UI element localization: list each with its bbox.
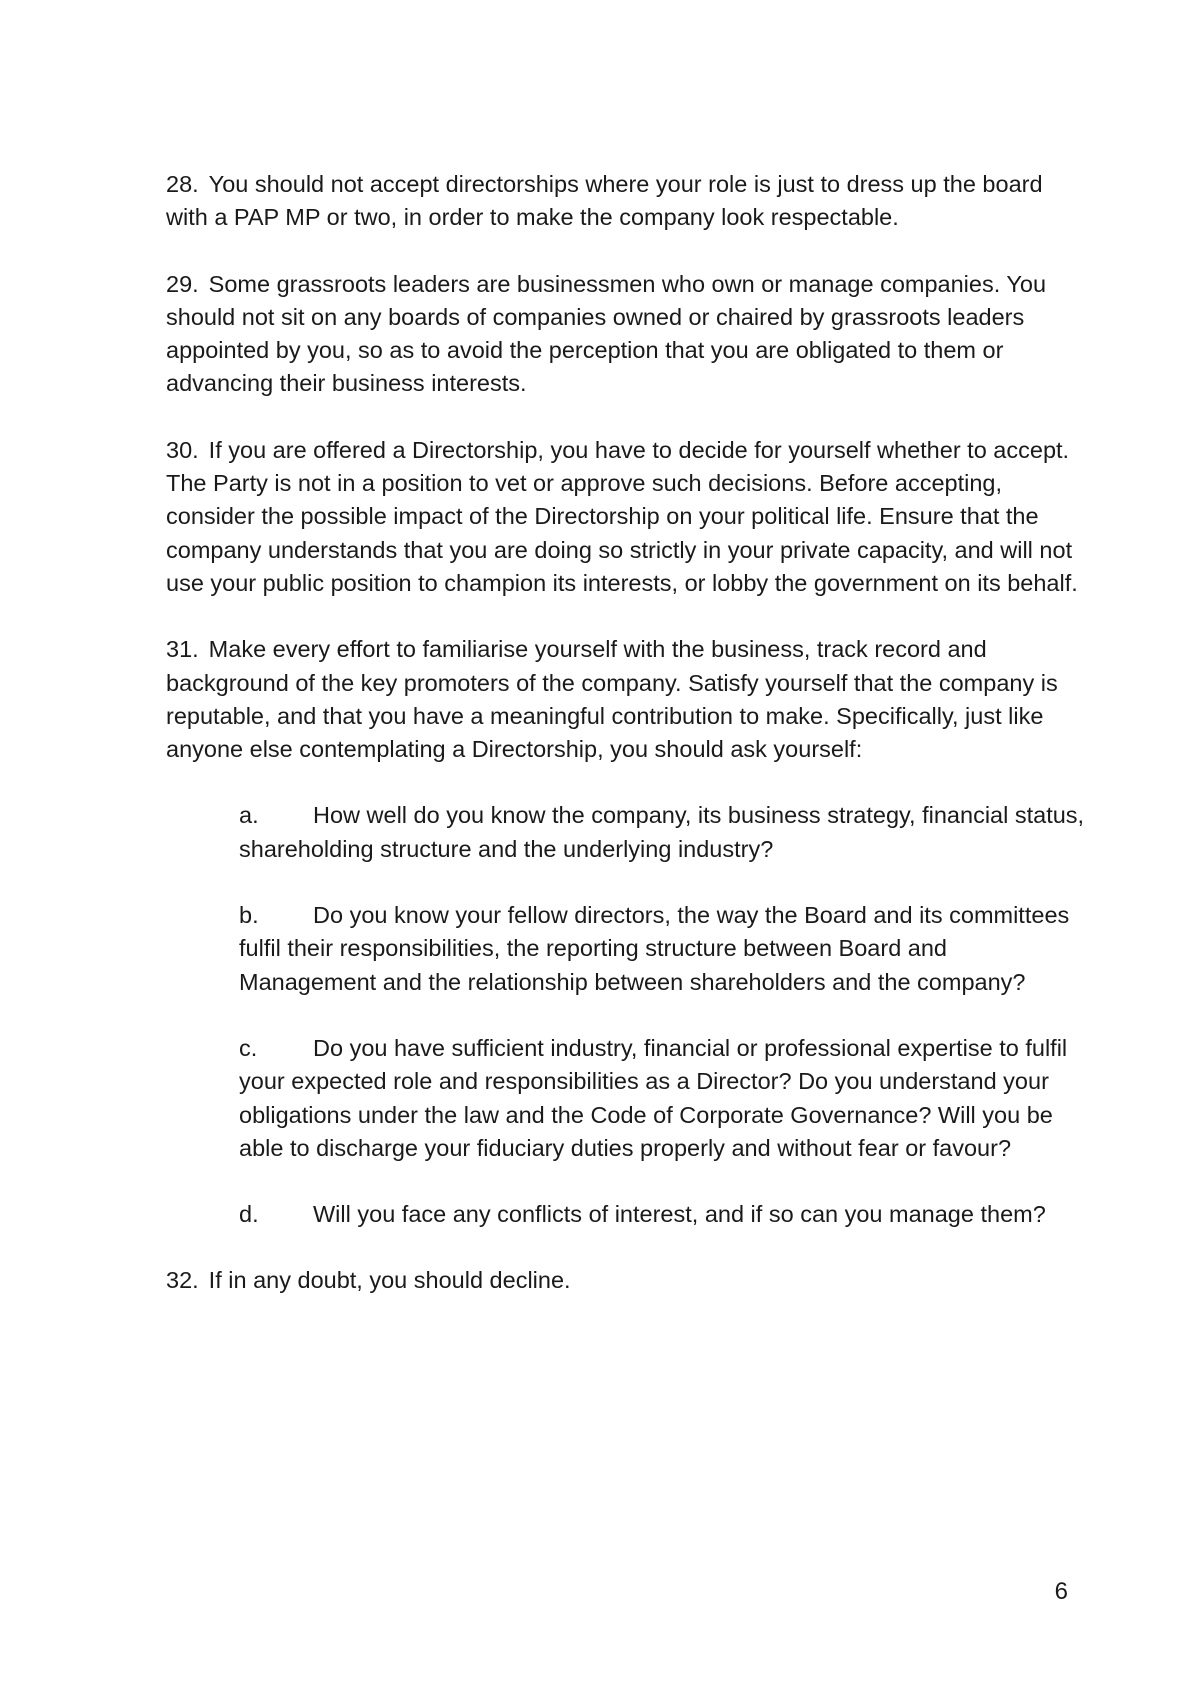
question-text: Do you know your fellow directors, the way the Board and its committees fulfil their responsibilities, the reporting structure between Board and Management and the relationship between shareholders and the company? [239,902,1070,995]
paragraph-text: If in any doubt, you should decline. [208,1267,571,1294]
question-item-d [239,1198,1086,1231]
paragraph-text: Some grassroots leaders are businessmen who own or manage companies. You should not sit on any boards of companies owned or chaired by grassroots leaders appointed by you, so as to avoid the perception that you are obligated to them or advancing their business interests. [166,270,1047,397]
paragraph-30 [166,434,1086,600]
question-item-a [239,799,1086,866]
paragraph-text: You should not accept directorships where your role is just to dress up the board with a PAP MP or two, in order to make the company look respectable. [166,171,1043,231]
question-letter: a. [239,802,259,829]
paragraph-number: 30. [166,436,199,463]
page-number: 6 [1054,1578,1068,1605]
paragraph-number: 29. [166,270,199,297]
question-letter: b. [239,902,259,929]
question-list [239,799,1086,1231]
paragraph-29 [166,268,1086,401]
paragraph-text: Make every effort to familiarise yourself with the business, track record and background of the key promoters of the company. Satisfy yourself that the company is reputable, and that you have a meaningful contribution to make. Specifically, just like anyone else contemplating a Directorship, you should ask yourself: [166,636,1058,763]
paragraph-number: 28. [166,171,199,197]
paragraph-text: If you are offered a Directorship, you have to decide for yourself whether to accept. The Party is not in a position to vet or approve such decisions. Before accepting, consider the possible impact of the Directorship on your political life. Ensure that the company understands that you are doing so strictly in your private capacity, and will not use your public position to champion its interests, or lobby the government on its behalf. [166,436,1078,596]
question-text: How well do you know the company, its business strategy, financial status, shareholding structure and the underlying industry? [239,802,1085,862]
paragraph-number: 31. [166,636,199,663]
paragraph-number: 32. [166,1267,199,1294]
paragraph-28 [166,168,1086,235]
question-text: Do you have sufficient industry, financial or professional expertise to fulfil your expected role and responsibilities as a Director? Do you understand your obligations under the law and the Code of Corporate Governance? Will you be able to discharge your fiduciary duties properly and without fear or favour? [239,1034,1068,1161]
question-letter: c. [239,1034,258,1061]
question-text: Will you face any conflicts of interest, and if so can you manage them? [313,1201,1046,1228]
question-item-c [239,1032,1086,1165]
page-body [166,168,1086,1331]
question-letter: d. [239,1201,259,1228]
paragraph-32 [166,1264,1086,1297]
paragraph-31 [166,633,1086,766]
question-item-b [239,899,1086,999]
